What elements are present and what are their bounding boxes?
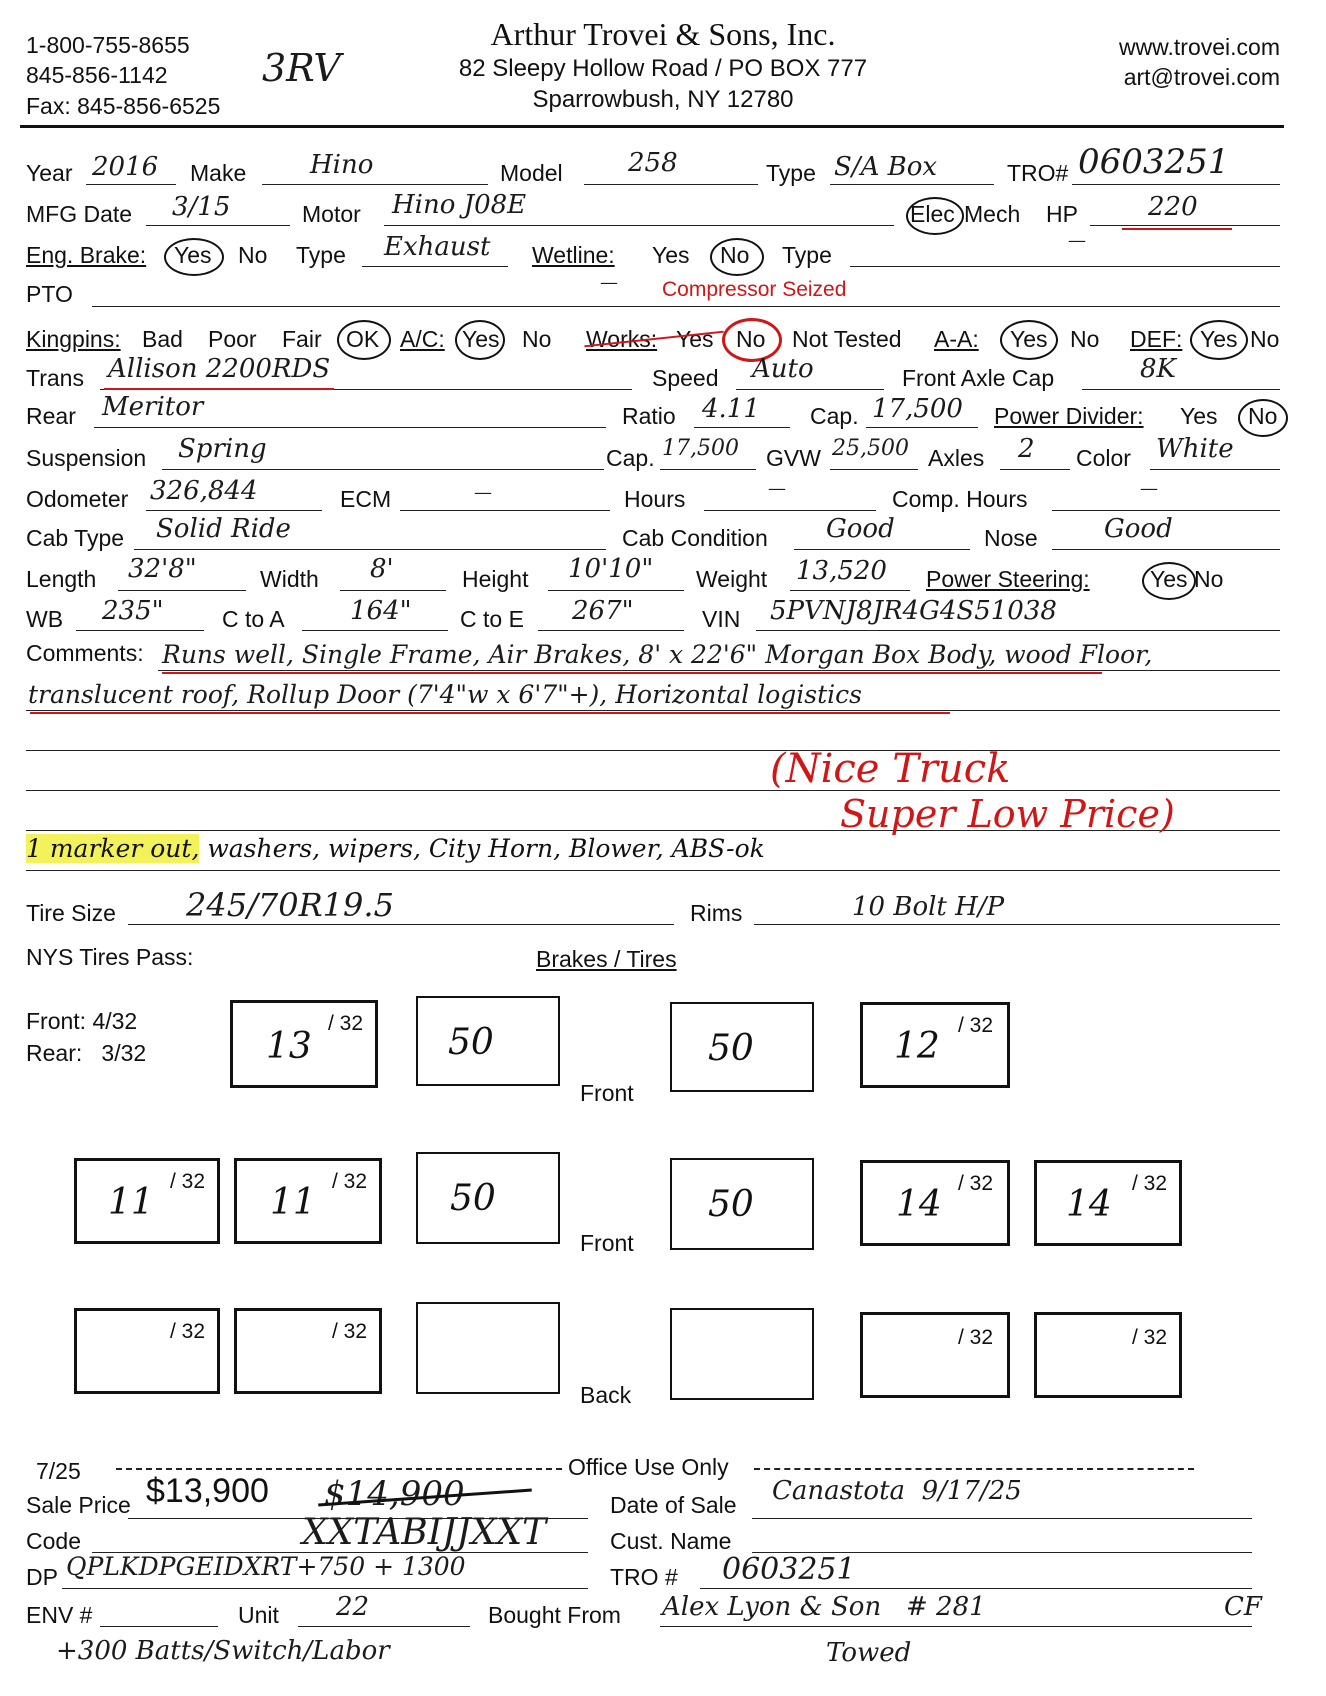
year-line <box>86 184 176 185</box>
fax-number: Fax: 845-856-6525 <box>26 93 221 119</box>
motor-line <box>384 225 894 226</box>
hp-label: HP <box>1046 201 1078 227</box>
wetline-label: Wetline: <box>532 242 615 268</box>
works-label: Works: <box>586 326 658 352</box>
comp-hours-line <box>1052 510 1280 511</box>
tire-back-outer-right-box[interactable] <box>1034 1312 1182 1398</box>
rear-line <box>94 427 606 428</box>
wetline-no-circle <box>710 238 764 276</box>
dp-value[interactable]: QPLKDPGEIDXRT+750 + 1300 <box>66 1552 466 1581</box>
vin-line <box>756 630 1280 631</box>
brake-back-right-box[interactable] <box>670 1308 814 1400</box>
kingpins-label: Kingpins: <box>26 326 121 352</box>
works-yes[interactable]: Yes <box>676 326 714 352</box>
cab-condition-label: Cab Condition <box>622 525 768 551</box>
ac-yes-circle <box>455 320 505 360</box>
wb-line <box>76 630 204 631</box>
trans-label: Trans <box>26 365 84 391</box>
color-value[interactable]: White <box>1156 434 1234 464</box>
odometer-label: Odometer <box>26 486 129 512</box>
front-axle-label-1: Front <box>580 1080 634 1106</box>
front-tread-req: Front: 4/32 <box>26 1008 138 1034</box>
aa-no[interactable]: No <box>1070 326 1100 352</box>
def-yes[interactable]: Yes <box>1200 326 1238 352</box>
front-axle-label-2: Front <box>580 1230 634 1256</box>
color-label: Color <box>1076 445 1131 471</box>
eng-brake-yes-circle <box>164 238 224 276</box>
speed-label: Speed <box>652 365 719 391</box>
email-link[interactable]: art@trovei.com <box>1123 64 1280 90</box>
odometer-value[interactable]: 326,844 <box>150 476 258 506</box>
old-price-value: $14,900 <box>324 1474 465 1514</box>
brakes-tires-heading: Brakes / Tires <box>536 946 677 972</box>
wetline-type-line <box>850 266 1280 267</box>
phone-local: 845-856-1142 <box>26 62 168 88</box>
comment-2-red-underline <box>30 712 950 714</box>
comment-line-5[interactable] <box>26 834 765 863</box>
ac-label: A/C: <box>400 326 445 352</box>
mfg-date-label: MFG Date <box>26 201 133 227</box>
comments-rule-6 <box>26 870 1280 871</box>
date-mark: 7/25 <box>36 1458 81 1484</box>
cab-type-value[interactable]: Solid Ride <box>156 514 291 544</box>
office-dash-left <box>116 1468 562 1470</box>
trans-value[interactable]: Allison 2200RDS <box>108 354 331 384</box>
axles-value[interactable]: 2 <box>1018 434 1035 464</box>
eng-brake-type-line <box>362 266 508 267</box>
eng-brake-type-label: Type <box>296 242 346 268</box>
hours-value[interactable]: — <box>768 478 786 499</box>
c-to-e-value[interactable]: 267" <box>572 596 634 626</box>
ecm-label: ECM <box>340 486 392 512</box>
hp-red-underline <box>1122 228 1232 230</box>
nose-label: Nose <box>984 525 1038 551</box>
phone-main: 1-800-755-8655 <box>26 32 190 58</box>
rear-tread-req: Rear: 3/32 <box>26 1040 147 1066</box>
def-yes-circle <box>1190 320 1248 360</box>
mech-option[interactable]: Mech <box>964 201 1021 227</box>
comments-label: Comments: <box>26 640 144 666</box>
brake-front-left-value: 50 <box>448 1022 494 1063</box>
type-label: Type <box>766 160 816 186</box>
hp-line <box>1090 225 1280 226</box>
power-steering-yes[interactable]: Yes <box>1150 566 1188 592</box>
make-value[interactable]: Hino <box>310 150 374 180</box>
rims-line <box>754 924 1280 925</box>
width-line <box>340 590 446 591</box>
front-axle-cap-line <box>1082 389 1280 390</box>
axles-label: Axles <box>928 445 985 471</box>
kingpins-ok-circle <box>337 320 391 360</box>
elec-option[interactable]: Elec <box>910 201 955 227</box>
env-label: ENV # <box>26 1602 93 1628</box>
comp-hours-label: Comp. Hours <box>892 486 1028 512</box>
c-to-e-label: C to E <box>460 606 524 632</box>
comments-rule-3 <box>26 750 1280 751</box>
tro-number-line <box>700 1588 1252 1589</box>
length-line <box>118 590 246 591</box>
gvw-value[interactable]: 25,500 <box>832 436 909 461</box>
nose-value[interactable]: Good <box>1104 514 1173 544</box>
c-to-a-label: C to A <box>222 606 285 632</box>
handwritten-mark: 3RV <box>262 46 341 90</box>
weight-label: Weight <box>696 566 768 592</box>
company-address: 82 Sleepy Hollow Road / PO BOX 777 <box>458 55 868 82</box>
wetline-type-label: Type <box>782 242 832 268</box>
model-line <box>584 184 758 185</box>
comment-1-red-underline <box>162 672 1102 674</box>
tire-front-left-per32: / 32 <box>328 1012 364 1035</box>
pto-label: PTO <box>26 281 73 307</box>
dp-line <box>62 1588 588 1589</box>
hours-label: Hours <box>624 486 686 512</box>
office-use-only-label: Office Use Only <box>568 1454 729 1480</box>
tire-back-outer-right-per32: / 32 <box>1132 1326 1168 1349</box>
rear-label: Rear <box>26 403 76 429</box>
tro-number-label: TRO # <box>610 1564 678 1590</box>
color-line <box>1150 469 1280 470</box>
susp-cap-label: Cap. <box>606 445 655 471</box>
unit-value[interactable]: 22 <box>336 1592 370 1622</box>
tire-back-outer-left-per32: / 32 <box>170 1320 206 1343</box>
unit-label: Unit <box>238 1602 279 1628</box>
width-label: Width <box>260 566 319 592</box>
comments-rule-4 <box>26 790 1280 791</box>
cab-condition-value[interactable]: Good <box>826 514 895 544</box>
weight-line <box>790 590 910 591</box>
gvw-line <box>830 469 918 470</box>
power-divider-no[interactable]: No <box>1248 403 1278 429</box>
tire-front-right-per32: / 32 <box>958 1014 994 1037</box>
tire-back-inner-right-per32: / 32 <box>958 1326 994 1349</box>
vin-label: VIN <box>702 606 741 632</box>
gvw-label: GVW <box>766 445 821 471</box>
power-divider-label: Power Divider: <box>994 403 1144 429</box>
elec-circle <box>906 197 964 235</box>
tro-value[interactable]: 0603251 <box>1078 142 1230 182</box>
tire-rear-outer-left-value: 11 <box>108 1182 154 1223</box>
cab-type-label: Cab Type <box>26 525 125 551</box>
office-dash-right <box>754 1468 1194 1470</box>
code-value[interactable]: XXTABIJJXXT <box>302 1512 547 1553</box>
env-line <box>100 1626 218 1627</box>
unit-line <box>298 1626 470 1627</box>
comments-rule-2 <box>26 710 1280 711</box>
tire-size-line <box>128 924 674 925</box>
tire-rear-outer-right-per32: / 32 <box>1132 1172 1168 1195</box>
mfg-date-line <box>146 225 290 226</box>
def-no[interactable]: No <box>1250 326 1280 352</box>
nose-line <box>1052 549 1280 550</box>
length-label: Length <box>26 566 97 592</box>
trans-red-underline <box>104 388 334 390</box>
suspension-line <box>162 469 604 470</box>
ecm-line <box>400 510 610 511</box>
brake-rear-left-value: 50 <box>450 1178 496 1219</box>
tire-back-inner-left-per32: / 32 <box>332 1320 368 1343</box>
tire-size-label: Tire Size <box>26 900 116 926</box>
tire-rear-inner-right-per32: / 32 <box>958 1172 994 1195</box>
tire-rear-inner-left-per32: / 32 <box>332 1170 368 1193</box>
wb-label: WB <box>26 606 64 632</box>
tro-line <box>1072 184 1280 185</box>
date-of-sale-value[interactable]: Canastota 9/17/25 <box>772 1476 1022 1506</box>
tro-number-value[interactable]: 0603251 <box>722 1552 856 1587</box>
rear-value[interactable]: Meritor <box>102 392 204 422</box>
rims-value[interactable]: 10 Bolt H/P <box>852 892 1005 922</box>
type-line <box>830 184 994 185</box>
eng-brake-yes[interactable]: Yes <box>174 242 212 268</box>
c-to-a-value[interactable]: 164" <box>350 596 412 626</box>
susp-cap-value[interactable]: 17,500 <box>662 436 739 461</box>
bought-from-label: Bought From <box>488 1602 621 1628</box>
width-value[interactable]: 8' <box>370 554 394 584</box>
motor-label: Motor <box>302 201 361 227</box>
brake-back-left-box[interactable] <box>416 1302 560 1394</box>
speed-line <box>736 389 884 390</box>
hp-value[interactable]: 220 <box>1148 192 1198 222</box>
axles-line <box>1000 469 1070 470</box>
mfg-date-value[interactable]: 3/15 <box>172 192 231 222</box>
pto-line <box>92 306 1280 307</box>
hours-line <box>704 510 876 511</box>
rear-cap-value[interactable]: 17,500 <box>872 394 963 424</box>
compressor-note: Compressor Seized <box>662 278 847 301</box>
power-divider-yes[interactable]: Yes <box>1180 403 1218 429</box>
suspension-value[interactable]: Spring <box>178 434 267 464</box>
wetline-type-dash: — <box>1068 230 1086 251</box>
make-label: Make <box>190 160 247 186</box>
back-axle-label: Back <box>580 1382 632 1408</box>
ecm-value[interactable]: — <box>474 482 492 503</box>
kingpins-ok[interactable]: OK <box>346 326 380 352</box>
wetline-yes[interactable]: Yes <box>652 242 690 268</box>
ratio-label: Ratio <box>622 403 676 429</box>
aa-yes[interactable]: Yes <box>1010 326 1048 352</box>
kingpins-bad[interactable]: Bad <box>142 326 183 352</box>
kingpins-poor[interactable]: Poor <box>208 326 257 352</box>
motor-value[interactable]: Hino J08E <box>392 190 527 220</box>
parts-note: +300 Batts/Switch/Labor <box>56 1636 390 1666</box>
length-value[interactable]: 32'8" <box>128 554 197 584</box>
bought-from-line <box>660 1626 1252 1627</box>
height-line <box>548 590 684 591</box>
tire-front-right-value: 12 <box>894 1026 940 1067</box>
rear-cap-line <box>866 427 978 428</box>
suspension-label: Suspension <box>26 445 147 471</box>
tire-rear-outer-right-value: 14 <box>1066 1184 1112 1225</box>
brake-rear-right-value: 50 <box>708 1184 754 1225</box>
year-label: Year <box>26 160 73 186</box>
tire-rear-inner-right-value: 14 <box>896 1184 942 1225</box>
tire-back-inner-right-box[interactable] <box>860 1312 1010 1398</box>
tire-front-left-value: 13 <box>266 1026 312 1067</box>
model-value[interactable]: 258 <box>628 148 678 178</box>
towed-note: Towed <box>826 1638 912 1668</box>
height-label: Height <box>462 566 529 592</box>
tire-rear-outer-left-per32: / 32 <box>170 1170 206 1193</box>
low-price-note: Super Low Price) <box>840 792 1175 836</box>
comp-hours-value[interactable]: — <box>1140 478 1158 499</box>
code-label: Code <box>26 1528 81 1554</box>
rims-label: Rims <box>690 900 743 926</box>
ac-yes[interactable]: Yes <box>462 326 500 352</box>
make-line <box>262 184 488 185</box>
sale-price-value[interactable]: $13,900 <box>146 1472 269 1510</box>
cab-type-line <box>134 549 606 550</box>
front-axle-cap-value[interactable]: 8K <box>1140 354 1176 384</box>
eng-brake-no[interactable]: No <box>238 242 268 268</box>
wetline-no[interactable]: No <box>720 242 750 268</box>
ratio-value[interactable]: 4.11 <box>702 394 760 424</box>
tire-rear-inner-left-value: 11 <box>270 1182 316 1223</box>
eng-brake-type-value[interactable]: Exhaust <box>384 232 491 262</box>
front-axle-cap-label: Front Axle Cap <box>902 365 1055 391</box>
c-to-e-line <box>538 630 684 631</box>
cf-mark: CF <box>1224 1592 1262 1622</box>
pto-dash: — <box>600 272 618 293</box>
tro-label: TRO# <box>1007 160 1069 186</box>
year-value[interactable]: 2016 <box>92 152 159 182</box>
height-value[interactable]: 10'10" <box>568 554 654 584</box>
c-to-a-line <box>302 630 448 631</box>
tire-size-value[interactable]: 245/70R19.5 <box>186 886 394 924</box>
eng-brake-label: Eng. Brake: <box>26 242 147 268</box>
odometer-line <box>146 510 322 511</box>
vin-value[interactable]: 5PVNJ8JR4G4S51038 <box>770 596 1057 626</box>
aa-yes-circle <box>1000 320 1058 360</box>
rear-cap-label: Cap. <box>810 403 859 429</box>
nice-truck-note: (Nice Truck <box>770 746 1011 792</box>
model-label: Model <box>500 160 563 186</box>
speed-value[interactable]: Auto <box>752 354 814 384</box>
weight-value[interactable]: 13,520 <box>796 556 887 586</box>
marker-out-highlight: 1 marker out, <box>26 834 200 863</box>
header-divider <box>20 125 1284 128</box>
works-no[interactable]: No <box>736 326 766 352</box>
company-name: Arthur Trovei & Sons, Inc. <box>490 16 836 52</box>
kingpins-fair[interactable]: Fair <box>282 326 322 352</box>
comment-line-2[interactable]: translucent roof, Rollup Door (7'4"w x 6'7"+), Horizontal logistics <box>28 680 862 709</box>
comments-rule-1 <box>158 670 1280 671</box>
company-city: Sparrowbush, NY 12780 <box>532 86 794 113</box>
website-link[interactable]: www.trovei.com <box>1118 34 1280 60</box>
power-divider-no-circle <box>1238 399 1288 437</box>
works-not-tested[interactable]: Not Tested <box>792 326 902 352</box>
sale-price-label: Sale Price <box>26 1492 131 1518</box>
dp-label: DP <box>26 1564 58 1590</box>
comment-line-1[interactable]: Runs well, Single Frame, Air Brakes, 8' x 22'6" Morgan Box Body, wood Floor, <box>162 640 1153 669</box>
aa-label: A-A: <box>934 326 979 352</box>
nys-tires-pass-label: NYS Tires Pass: <box>26 944 194 970</box>
power-steering-no[interactable]: No <box>1194 566 1224 592</box>
cust-name-label: Cust. Name <box>610 1528 732 1554</box>
wb-value[interactable]: 235" <box>102 596 164 626</box>
power-steering-yes-circle <box>1142 562 1196 600</box>
comment-line-5-rest: washers, wipers, City Horn, Blower, ABS-ok <box>199 834 765 863</box>
ac-no[interactable]: No <box>522 326 552 352</box>
brake-front-right-value: 50 <box>708 1028 754 1069</box>
date-of-sale-line <box>752 1518 1252 1519</box>
type-value[interactable]: S/A Box <box>834 152 938 182</box>
cab-condition-line <box>794 549 970 550</box>
ratio-line <box>694 427 790 428</box>
def-label: DEF: <box>1130 326 1183 352</box>
susp-cap-line <box>660 469 756 470</box>
bought-from-value[interactable]: Alex Lyon & Son # 281 <box>662 1592 986 1622</box>
power-steering-label: Power Steering: <box>926 566 1090 592</box>
date-of-sale-label: Date of Sale <box>610 1492 737 1518</box>
